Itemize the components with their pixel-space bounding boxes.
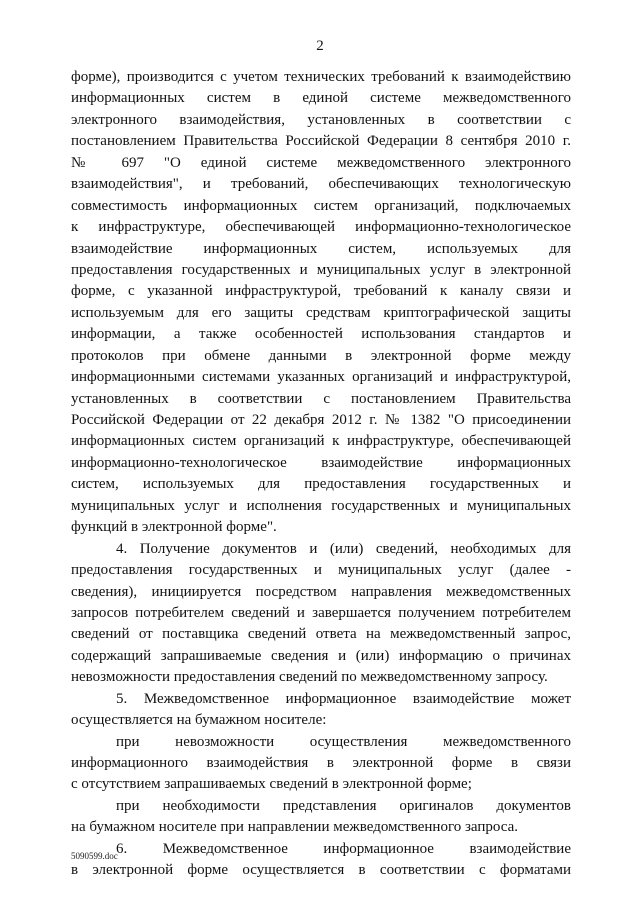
text-line: осуществляется на бумажном носителе: [71, 712, 327, 729]
text-line: взаимодействия", и требований, обеспечивающих технологическую [71, 176, 571, 193]
text-line: запросов потребителем сведений и завершается получением потребителем [71, 604, 571, 621]
text-line: Российской Федерации от 22 декабря 2012 г. № 1382 "О присоединении [71, 412, 571, 428]
text-line: в электронной форме осуществляется в соответствии с форматами [71, 862, 571, 879]
text-line: постановлением Правительства Российской Федерации 8 сентября 2010 г. [71, 133, 571, 150]
text-line: на бумажном носителе при направлении межведомственного запроса. [71, 819, 519, 836]
text-line: невозможности предоставления сведений по межведомственному запросу. [71, 669, 548, 686]
text-line: предоставления государственных и муниципальных услуг в электронной [71, 261, 571, 278]
text-line: информационного взаимодействия в электронной форме в связи [71, 755, 571, 771]
paragraph [71, 539, 571, 689]
text-line: электронного взаимодействия, установленных в соответствии с [71, 111, 571, 128]
text-line: к инфраструктуре, обеспечивающей информационно-технологическое [71, 219, 571, 236]
text-line: 6. Межведомственное информационное взаимодействие [116, 840, 571, 857]
paragraph [71, 689, 571, 732]
text-line: 4. Получение документов и (или) сведений, необходимых для [116, 540, 571, 557]
text-line: с отсутствием запрашиваемых сведений в электронной форме; [71, 776, 472, 793]
text-line: муниципальных услуг и исполнения государственных и муниципальных [71, 497, 571, 514]
footer-filename: 5090599.doc [71, 851, 118, 861]
text-line: сведения), инициируется посредством направления межведомственных [71, 583, 571, 600]
text-line: форме, с указанной инфраструктурой, требований к каналу связи и [71, 283, 571, 300]
text-line: взаимодействие информационных систем, используемых для [71, 240, 571, 257]
paragraph [71, 732, 571, 796]
text-line: при невозможности осуществления межведомственного [116, 733, 571, 750]
text-line: информационных систем в единой системе межведомственного [71, 90, 571, 107]
text-line: информационными системами указанных организаций и инфраструктурой, [71, 369, 571, 386]
text-line: содержащий запрашиваемые сведения и (или) информацию о причинах [71, 647, 571, 664]
paragraph [71, 839, 571, 882]
text-line: совместимость информационных систем организаций, подключаемых [71, 197, 571, 214]
text-line: установленных в соответствии с постановлением Правительства [71, 390, 571, 407]
text-line: при необходимости представления оригиналов документов [116, 797, 571, 814]
text-line: № 697 "О единой системе межведомственного электронного [71, 154, 571, 171]
text-line: предоставления государственных и муниципальных услуг (далее - [71, 562, 571, 579]
text-line: информационных систем организаций к инфраструктуре, обеспечивающей [71, 433, 571, 450]
page-number: 2 [316, 38, 324, 54]
paragraph [71, 796, 571, 839]
text-line: функций в электронной форме". [71, 519, 277, 536]
text-line: используемым для его защиты средствам криптографической защиты [71, 304, 571, 321]
text-line: информационно-технологическое взаимодействие информационных [71, 454, 571, 471]
text-line: информации, а также особенностей использования стандартов и [71, 326, 571, 343]
paragraph [71, 67, 571, 539]
document-body [71, 67, 571, 882]
text-line: форме), производится с учетом технических требований к взаимодействию [71, 69, 571, 85]
text-line: 5. Межведомственное информационное взаимодействие может [116, 690, 571, 707]
text-line: систем, используемых для предоставления государственных и [71, 476, 571, 493]
text-line: сведений от поставщика сведений ответа на межведомственный запрос, [71, 626, 571, 643]
text-line: протоколов при обмене данными в электронной форме между [71, 347, 571, 364]
